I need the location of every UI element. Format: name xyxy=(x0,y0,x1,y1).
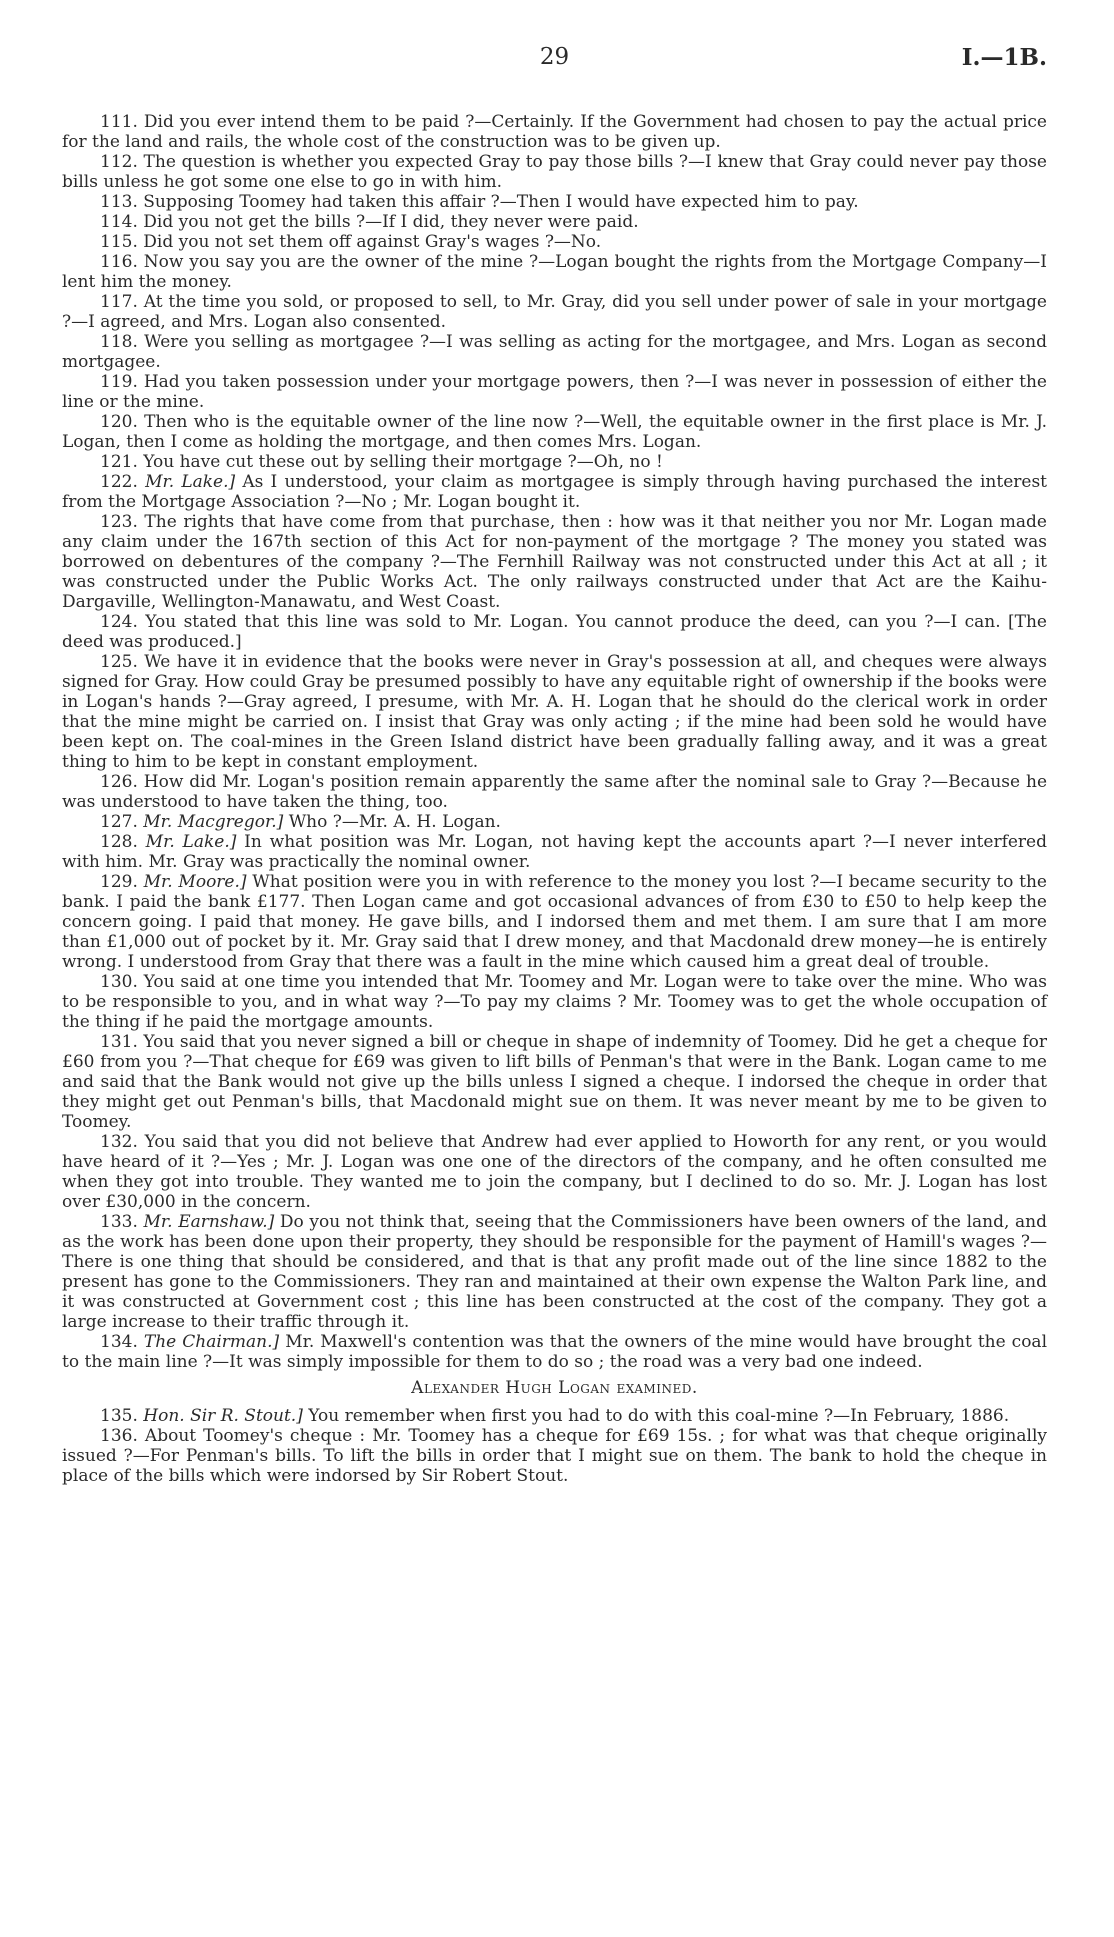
testimony-paragraph xyxy=(62,332,1047,372)
paragraph-text: In what position was Mr. Logan, not having kept the accounts apart ?—I never interfered with him. Mr. Gray was practically the nominal owner. xyxy=(62,832,1047,872)
paragraph-text: 123. The rights that have come from that purchase, then : how was it that neither you nor Mr. Logan made any claim under the 167th section of this Act for non-payment of the mortgage ? The money you stated was borrowed on debentures of the company ?—The Fernhill Railway was not constructed under this Act at all ; it was constructed under the Public Works Act. The only railways constructed under that Act are the Kaihu-Dargaville, Wellington-Manawatu, and West Coast. xyxy=(62,512,1047,612)
paragraph-text: Do you not think that, seeing that the Commissioners have been owners of the land, and as the work has been done upon their property, they should be responsible for the payment of Hamill's wages ?—There is one thing that should be considered, and that is that any profit made out of the line since 1882 to the present has gone to the Commissioners. They ran and maintained at their own expense the Walton Park line, and it was constructed at Government cost ; this line has been constructed at the cost of the company. They got a large increase to their traffic through it. xyxy=(62,1212,1047,1332)
testimony-paragraph xyxy=(62,1332,1047,1372)
testimony-paragraph xyxy=(62,412,1047,452)
question-number: 133. xyxy=(100,1212,138,1232)
paragraph-text: 116. Now you say you are the owner of the mine ?—Logan bought the rights from the Mortgage Company—I lent him the money. xyxy=(62,252,1047,292)
question-number: 129. xyxy=(100,872,138,892)
question-number: 135. xyxy=(100,1406,138,1426)
paragraph-text: 125. We have it in evidence that the books were never in Gray's possession at all, and cheques were always signed for Gray. How could Gray be presumed possibly to have any equitable right of ownership if the books were in Logan's hands ?—Gray agreed, I presume, with Mr. A. H. Logan that he should do the clerical work in order that the mine might be carried on. I insist that Gray was only acting ; if the mine had been sold he would have been kept on. The coal-mines in the Green Island district have been gradually falling away, and it was a great thing to him to be kept in constant employment. xyxy=(62,652,1047,772)
testimony-paragraph xyxy=(62,812,1047,832)
testimony-paragraph xyxy=(62,152,1047,192)
paragraph-text: 115. Did you not set them off against Gray's wages ?—No. xyxy=(100,232,602,252)
paragraph-text: 120. Then who is the equitable owner of the line now ?—Well, the equitable owner in the first place is Mr. J. Logan, then I come as holding the mortgage, and then comes Mrs. Logan. xyxy=(62,412,1047,452)
speaker-name: The Chairman.] xyxy=(143,1332,280,1352)
testimony-paragraph xyxy=(62,452,1047,472)
testimony-paragraph xyxy=(62,972,1047,1032)
testimony-paragraph xyxy=(62,1426,1047,1486)
testimony-paragraph xyxy=(62,292,1047,332)
page-number: 29 xyxy=(539,44,570,70)
testimony-paragraph xyxy=(62,1132,1047,1212)
page-header xyxy=(62,44,1047,88)
testimony-paragraph xyxy=(62,212,1047,232)
paragraph-text: 124. You stated that this line was sold to Mr. Logan. You cannot produce the deed, can you ?—I can. [The deed was produced.] xyxy=(62,612,1047,652)
paragraph-text: 130. You said at one time you intended that Mr. Toomey and Mr. Logan were to take over the mine. Who was to be responsible to you, and in what way ?—To pay my claims ? Mr. Toomey was to get the whole occupation of the thing if he paid the mortgage amounts. xyxy=(62,972,1047,1032)
question-number: 128. xyxy=(100,832,138,852)
paragraph-text: 131. You said that you never signed a bill or cheque in shape of indemnity of Toomey. Did he get a cheque for £60 from you ?—That cheque for £69 was given to lift bills of Penman's that were in the Bank. Logan came to me and said that the Bank would not give up the bills unless I signed a cheque. I indorsed the cheque in order that they might get out Penman's bills, that Macdonald might sue on them. It was never meant by me to be given to Toomey. xyxy=(62,1032,1047,1132)
testimony-paragraph xyxy=(62,612,1047,652)
testimony-section-1 xyxy=(62,112,1047,1372)
speaker-name: Hon. Sir R. Stout.] xyxy=(143,1406,303,1426)
section-heading: Alexander Hugh Logan examined. xyxy=(411,1378,698,1398)
testimony-paragraph xyxy=(62,832,1047,872)
paragraph-text: 118. Were you selling as mortgagee ?—I was selling as acting for the mortgagee, and Mrs. Logan as second mortgagee. xyxy=(62,332,1047,372)
testimony-paragraph xyxy=(62,1032,1047,1132)
question-number: 134. xyxy=(100,1332,138,1352)
paragraph-text: 132. You said that you did not believe that Andrew had ever applied to Howorth for any rent, or you would have heard of it ?—Yes ; Mr. J. Logan was one one of the directors of the company, and he often consulted me when they got into trouble. They wanted me to join the company, but I declined to do so. Mr. J. Logan has lost over £30,000 in the concern. xyxy=(62,1132,1047,1212)
testimony-paragraph xyxy=(62,772,1047,812)
paragraph-text: 113. Supposing Toomey had taken this affair ?—Then I would have expected him to pay. xyxy=(100,192,859,212)
paragraph-text: 119. Had you taken possession under your mortgage powers, then ?—I was never in possession of either the line or the mine. xyxy=(62,372,1047,412)
document-page xyxy=(62,44,1047,1486)
testimony-paragraph xyxy=(62,652,1047,772)
document-reference: I.—1B. xyxy=(961,44,1047,71)
paragraph-text: You remember when first you had to do with this coal-mine ?—In February, 1886. xyxy=(302,1406,1010,1426)
paragraph-text: 121. You have cut these out by selling their mortgage ?—Oh, no ! xyxy=(100,452,663,472)
speaker-name: Mr. Moore.] xyxy=(143,872,247,892)
paragraph-text: Mr. Maxwell's contention was that the owners of the mine would have brought the coal to the main line ?—It was simply impossible for them to do so ; the road was a very bad one indeed. xyxy=(62,1332,1048,1372)
testimony-paragraph xyxy=(62,472,1047,512)
testimony-paragraph xyxy=(62,192,1047,212)
speaker-name: Mr. Lake.] xyxy=(145,472,236,492)
paragraph-text: 117. At the time you sold, or proposed to sell, to Mr. Gray, did you sell under power of sale in your mortgage ?—I agreed, and Mrs. Logan also consented. xyxy=(62,292,1047,332)
speaker-name: Mr. Earnshaw.] xyxy=(143,1212,275,1232)
testimony-paragraph xyxy=(62,1212,1047,1332)
speaker-name: Mr. Lake.] xyxy=(145,832,237,852)
question-number: 122. xyxy=(100,472,138,492)
paragraph-text: 136. About Toomey's cheque : Mr. Toomey has a cheque for £69 15s. ; for what was that cheque originally issued ?—For Penman's bills. To lift the bills in order that I might sue on them. The bank to hold the cheque in place of the bills which were indorsed by Sir Robert Stout. xyxy=(62,1426,1047,1486)
paragraph-text: What position were you in with reference to the money you lost ?—I became security to the bank. I paid the bank £177. Then Logan came and got occasional advances of from £30 to £50 to help keep the concern going. I paid that money. He gave bills, and I indorsed them and met them. I am sure that I am more than £1,000 out of pocket by it. Mr. Gray said that I drew money, and that Macdonald drew money—he is entirely wrong. I understood from Gray that there was a fault in the mine which caused him a great deal of trouble. xyxy=(62,872,1047,972)
testimony-paragraph xyxy=(62,872,1047,972)
question-number: 127. xyxy=(100,812,138,832)
paragraph-text: 111. Did you ever intend them to be paid ?—Certainly. If the Government had chosen to pay the actual price for the land and rails, the whole cost of the construction was to be given up. xyxy=(62,112,1047,152)
testimony-section-2 xyxy=(62,1406,1047,1486)
testimony-paragraph xyxy=(62,112,1047,152)
testimony-paragraph xyxy=(62,252,1047,292)
paragraph-text: Who ?—Mr. A. H. Logan. xyxy=(283,812,501,832)
paragraph-text: 114. Did you not get the bills ?—If I did, they never were paid. xyxy=(100,212,639,232)
paragraph-text: 126. How did Mr. Logan's position remain apparently the same after the nominal sale to Gray ?—Because he was understood to have taken the thing, too. xyxy=(62,772,1047,812)
paragraph-text: As I understood, your claim as mortgagee is simply through having purchased the interest from the Mortgage Association ?—No ; Mr. Logan bought it. xyxy=(62,472,1047,512)
testimony-paragraph xyxy=(62,512,1047,612)
paragraph-text: 112. The question is whether you expected Gray to pay those bills ?—I knew that Gray could never pay those bills unless he got some one else to go in with him. xyxy=(62,152,1047,192)
testimony-paragraph xyxy=(62,232,1047,252)
speaker-name: Mr. Macgregor.] xyxy=(143,812,284,832)
testimony-paragraph xyxy=(62,1406,1047,1426)
testimony-paragraph xyxy=(62,372,1047,412)
